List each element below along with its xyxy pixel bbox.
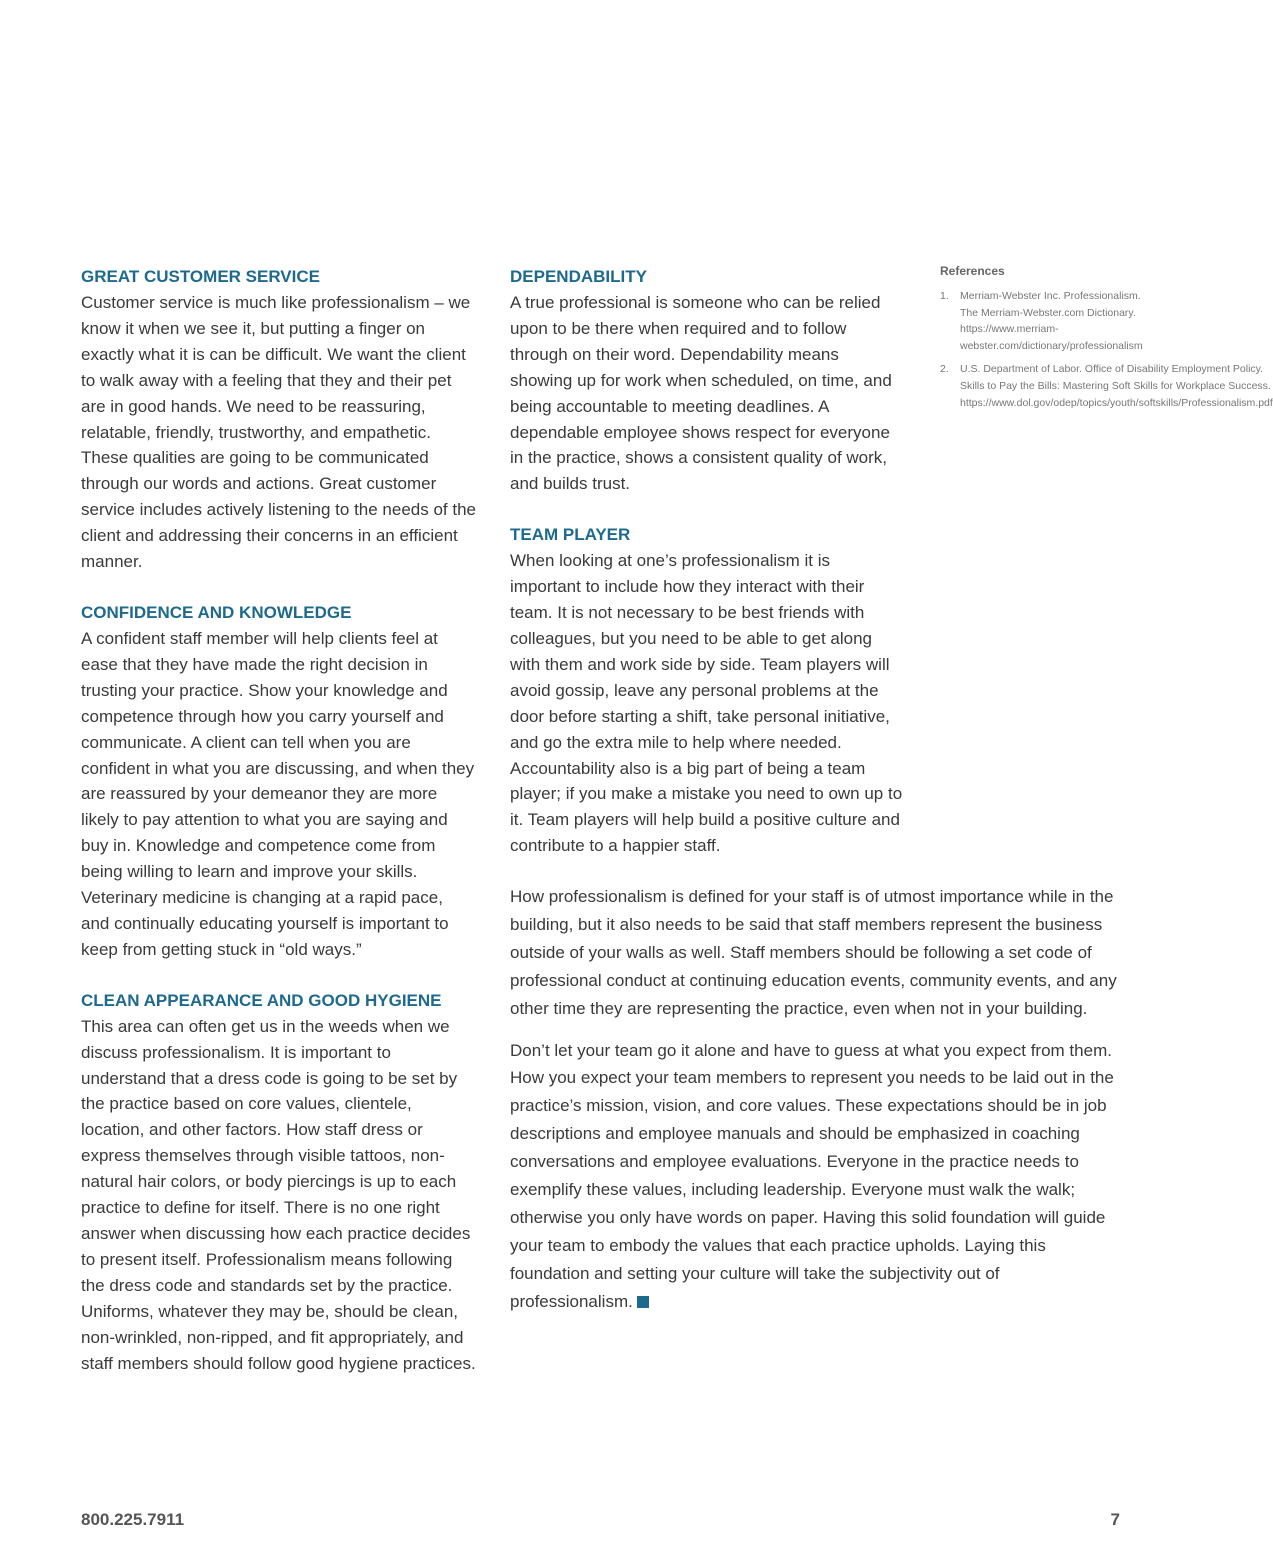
- team-player-paragraph: When looking at one’s professionalism it is important to include how they interact with their team. It is not necessary to be best friends with colleagues, but you need to be able to get along with them and work side by side. Team players will avoid gossip, leave any personal problems at the door before starting a shift, take personal initiative, and go the extra mile to help where needed. Accountability also is a big part of being a team player; if you make a mistake you need to own up to it. Team players will help build a positive culture and contribute to a happier staff.: [510, 551, 903, 856]
- references-title: References: [940, 264, 1005, 278]
- dependability-paragraph: A true professional is someone who can be relied upon to be there when required and to follow through on their word. Dependability means showing up for work when scheduled, on time, and being accountable to meeting deadlines. A dependable employee shows respect for everyone in the practice, shows a consistent quality of work, and builds trust.: [510, 293, 892, 494]
- references-sidebar: [940, 264, 1273, 418]
- reference-item: [940, 361, 1273, 411]
- reference-number: 1.: [940, 290, 949, 302]
- heading-customer-service: GREAT CUSTOMER SERVICE: [81, 267, 320, 286]
- left-column: [81, 264, 476, 1376]
- footer-phone-number: 800.225.7911: [81, 1510, 185, 1529]
- reference-text: Merriam-Webster Inc. Professionalism. The Merriam-Webster.com Dictionary. https://www.merriam-webster.com/dictionary/professionalism: [960, 290, 1143, 352]
- end-square-icon: [637, 1296, 649, 1308]
- heading-clean-appearance: CLEAN APPEARANCE AND GOOD HYGIENE: [81, 990, 442, 1010]
- heading-team-player: TEAM PLAYER: [510, 525, 631, 545]
- reference-item: [940, 288, 1143, 354]
- appearance-paragraph: This area can often get us in the weeds when we discuss professionalism. It is important to understand that a dress code is going to be set by the practice based on core values, clientele, location, and other factors. How staff dress or express themselves through visible tattoos, non-natural hair colors, or body piercings is up to each practice to define for itself. There is no one right answer when discussing how each practice decides to present itself. Professionalism means following the dress code and standards set by the practice. Uniforms, whatever they may be, should be clean, non-wrinkled, non-ripped, and fit appropriately, and staff members should follow good hygiene practices.: [81, 1016, 476, 1373]
- customer-service-paragraph: Customer service is much like professionalism – we know it when we see it, but putting a finger on exactly what it is can be difficult. We want the client to walk away with a feeling that they and their pet are in good hands. We need to be reassuring, relatable, friendly, trustworthy, and empathetic. These qualities are going to be communicated through our words and actions. Great customer service includes actively listening to the needs of the client and addressing their concerns in an efficient manner.: [81, 293, 477, 572]
- closing-paragraph-2: [510, 1037, 1120, 1316]
- closing-paragraph-2-text: Don’t let your team go it alone and have to guess at what you expect from them. How you expect your team members to represent you needs to be laid out in the practice’s mission, vision, and core values. These expectations should be in job descriptions and employee manuals and should be emphasized in coaching conversations and employee evaluations. Everyone in the practice needs to exemplify these values, including leadership. Everyone must walk the walk; otherwise you only have words on paper. Having this solid foundation will guide your team to embody the values that each practice upholds. Laying this foundation and setting your culture will take the subjectivity out of professionalism.: [510, 1040, 1114, 1311]
- reference-number: 2.: [940, 363, 949, 376]
- page-number: 7: [1110, 1510, 1120, 1529]
- closing-paragraph-1: How professionalism is defined for your staff is of utmost importance while in the building, but it also needs to be said that staff members represent the business outside of your walls as well. Staff members should be following a set code of professional conduct at continuing education events, community events, and any other time they are representing the practice, even when not in your building.: [510, 887, 1117, 1018]
- middle-column: [510, 264, 905, 859]
- closing-section: [510, 883, 1120, 1316]
- heading-dependability: DEPENDABILITY: [510, 267, 647, 286]
- confidence-paragraph: A confident staff member will help clients feel at ease that they have made the right decision in trusting your practice. Show your knowledge and competence through how you carry yourself and communicate. A client can tell when you are confident in what you are discussing, and when they are reassured by your demeanor they are more likely to pay attention to what you are saying and buy in. Knowledge and competence come from being willing to learn and improve your skills. Veterinary medicine is changing at a rapid pace, and continually educating yourself is important to keep from getting stuck in “old ways.”: [81, 628, 475, 959]
- reference-text: U.S. Department of Labor. Office of Disability Employment Policy. Skills to Pay the Bills: Mastering Soft Skills for Workplace Success. https://www.dol.gov/odep/topics/youth/softskills/Professionalism.pdf: [960, 363, 1273, 409]
- heading-confidence-knowledge: CONFIDENCE AND KNOWLEDGE: [81, 602, 352, 622]
